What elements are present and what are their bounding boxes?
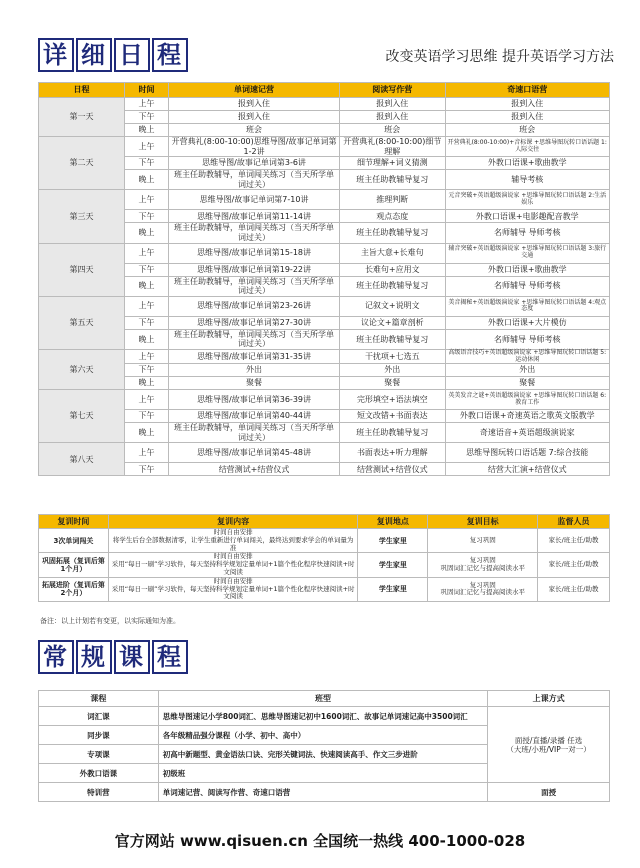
schedule-cell: 上午 bbox=[125, 390, 169, 410]
schedule-cell: 外教口语课+歌曲教学 bbox=[445, 263, 610, 276]
schedule-cell: 班主任助教辅导复习 bbox=[340, 170, 445, 190]
schedule-cell: 上午 bbox=[125, 137, 169, 157]
schedule-cell: 晚上 bbox=[125, 124, 169, 137]
column-header: 奇速口语营 bbox=[445, 83, 610, 98]
schedule-cell: 班主任助教辅导复习 bbox=[340, 223, 445, 243]
title-char: 详 bbox=[38, 38, 74, 72]
schedule-cell: 思维导图/故事记单词第3-6讲 bbox=[169, 157, 340, 170]
review-time: 巩固拓展（复训后第1个月） bbox=[39, 553, 109, 577]
table-row bbox=[39, 463, 610, 476]
title-char: 常 bbox=[38, 640, 74, 674]
schedule-cell: 报到入住 bbox=[340, 111, 445, 124]
schedule-cell: 思维导图/故事记单词第27-30讲 bbox=[169, 316, 340, 329]
schedule-cell: 下午 bbox=[125, 263, 169, 276]
day-label: 第六天 bbox=[39, 349, 125, 389]
schedule-table bbox=[38, 82, 610, 476]
schedule-cell: 下午 bbox=[125, 316, 169, 329]
table-row bbox=[39, 98, 610, 111]
table-row bbox=[39, 329, 610, 349]
course-class: 思维导图速记小学800词汇、思维导图速记初中1600词汇、故事记单词速记高中3500词汇 bbox=[158, 707, 487, 726]
schedule-cell: 外出 bbox=[445, 364, 610, 377]
schedule-cell: 聚餐 bbox=[169, 377, 340, 390]
day-label: 第七天 bbox=[39, 390, 125, 443]
schedule-cell: 外教口语课+奇速英语之歌英文版教学 bbox=[445, 410, 610, 423]
schedule-cell: 聚餐 bbox=[445, 377, 610, 390]
regular-table bbox=[38, 690, 610, 802]
review-goal-sub: 巩固词汇记忆与提高阅读水平 bbox=[440, 588, 525, 597]
column-header: 单词速记营 bbox=[169, 83, 340, 98]
column-header: 监督人员 bbox=[538, 515, 610, 529]
day-label: 第三天 bbox=[39, 190, 125, 243]
review-note: 备注：以上计划若有变更，以实际通知为准。 bbox=[40, 617, 180, 625]
schedule-cell: 辅音突破+英语超级演说家 +思维导图玩转口语话题 3:旅行交通 bbox=[445, 243, 610, 263]
review-content bbox=[108, 529, 358, 553]
review-content bbox=[108, 553, 358, 577]
column-header: 时间 bbox=[125, 83, 169, 98]
footer-contact: 官方网站 www.qisuen.cn 全国统一热线 400-1000-028 bbox=[114, 832, 526, 850]
schedule-cell: 报到入住 bbox=[169, 98, 340, 111]
table-row bbox=[39, 223, 610, 243]
schedule-cell: 下午 bbox=[125, 410, 169, 423]
review-content-text: 采用“每日一刷”学习软件，每天坚持科学规划定量单词+1篇个性化程序快速阅读+时文阅读 bbox=[111, 560, 355, 576]
course-name: 外教口语课 bbox=[39, 764, 159, 783]
column-header: 复训目标 bbox=[428, 515, 538, 529]
review-content-text: 采用“每日一刷”学习软件，每天坚持科学规划定量单词+1篇个性化程序快速阅读+时文阅读 bbox=[111, 584, 355, 601]
course-class: 单词速记营、阅读写作营、奇速口语营 bbox=[158, 783, 487, 802]
table-row bbox=[39, 137, 610, 157]
course-class: 初级班 bbox=[158, 764, 487, 783]
schedule-cell: 推理判断 bbox=[340, 190, 445, 210]
review-time: 3次单词闯关 bbox=[39, 529, 109, 553]
schedule-cell: 结营测试+结营仪式 bbox=[169, 463, 340, 476]
day-label: 第八天 bbox=[39, 443, 125, 476]
course-class: 各年级精品强分课程（小学、初中、高中） bbox=[158, 726, 487, 745]
table-row bbox=[39, 210, 610, 223]
table-row bbox=[39, 296, 610, 316]
column-header: 班型 bbox=[158, 691, 487, 707]
table-row bbox=[39, 707, 610, 726]
column-header: 复训时间 bbox=[39, 515, 109, 529]
table-row bbox=[39, 170, 610, 190]
course-name: 词汇课 bbox=[39, 707, 159, 726]
schedule-cell: 细节理解+词义猜测 bbox=[340, 157, 445, 170]
schedule-cell: 班主任助教辅导复习 bbox=[340, 423, 445, 443]
schedule-cell: 思维导图/故事记单词第36-39讲 bbox=[169, 390, 340, 410]
method-last: 面授 bbox=[488, 783, 610, 802]
schedule-cell: 班会 bbox=[445, 124, 610, 137]
review-content-title: 时间自由安排 bbox=[213, 528, 253, 536]
schedule-cell: 长难句+应用文 bbox=[340, 263, 445, 276]
schedule-title bbox=[38, 38, 190, 72]
table-row bbox=[39, 364, 610, 377]
table-row bbox=[39, 577, 610, 601]
day-label: 第四天 bbox=[39, 243, 125, 296]
schedule-cell: 结营测试+结营仪式 bbox=[340, 463, 445, 476]
course-name: 专项课 bbox=[39, 745, 159, 764]
table-row bbox=[39, 529, 610, 553]
course-class: 初高中新题型、黄金语法口诀、完形关键词法、快速阅读高手、作文三步进阶 bbox=[158, 745, 487, 764]
schedule-cell: 短文改错+书面表达 bbox=[340, 410, 445, 423]
table-row bbox=[39, 316, 610, 329]
schedule-cell: 晚上 bbox=[125, 377, 169, 390]
table-row bbox=[39, 111, 610, 124]
day-label: 第二天 bbox=[39, 137, 125, 190]
review-content-title: 时间自由安排 bbox=[213, 552, 253, 561]
schedule-cell: 外教口语课+歌曲教学 bbox=[445, 157, 610, 170]
schedule-cell: 名师辅导 导师考核 bbox=[445, 223, 610, 243]
schedule-cell: 报到入住 bbox=[169, 111, 340, 124]
schedule-cell: 班主任助教辅导复习 bbox=[340, 276, 445, 296]
schedule-cell: 高级语音技巧+英语超级演说家 +思维导图玩转口语话题 5:运动休闲 bbox=[445, 349, 610, 363]
schedule-cell: 奇速语音+英语超级演说家 bbox=[445, 423, 610, 443]
method-sub: （大班/小班/VIP一对一） bbox=[506, 744, 591, 754]
schedule-cell: 元音突破+英语超级演说家 +思维导图玩转口语话题 2:生活娱乐 bbox=[445, 190, 610, 210]
schedule-cell: 观点态度 bbox=[340, 210, 445, 223]
day-label: 第五天 bbox=[39, 296, 125, 349]
schedule-cell: 完形填空+语法填空 bbox=[340, 390, 445, 410]
course-method bbox=[488, 707, 610, 783]
schedule-cell: 思维导图/故事记单词第15-18讲 bbox=[169, 243, 340, 263]
column-header: 阅读写作营 bbox=[340, 83, 445, 98]
title-char: 日 bbox=[114, 38, 150, 72]
slogan: 改变英语学习思维 提升英语学习方法 bbox=[385, 49, 614, 65]
schedule-cell: 下午 bbox=[125, 364, 169, 377]
schedule-cell: 思维导图/故事记单词第11-14讲 bbox=[169, 210, 340, 223]
review-content-title: 时间自由安排 bbox=[213, 576, 253, 585]
schedule-cell: 班主任助教辅导复习 bbox=[340, 329, 445, 349]
schedule-cell: 议论文+篇章剖析 bbox=[340, 316, 445, 329]
review-goal-title: 复习巩固 bbox=[469, 580, 496, 589]
schedule-cell: 班主任助教辅导，单词闯关练习（当天所学单词过关） bbox=[169, 170, 340, 190]
review-time: 拓展进阶（复训后第2个月） bbox=[39, 577, 109, 601]
schedule-cell: 主旨大意+长难句 bbox=[340, 243, 445, 263]
review-supervisor: 家长/班主任/助教 bbox=[538, 553, 610, 577]
schedule-cell: 班主任助教辅导，单词闯关练习（当天所学单词过关） bbox=[169, 276, 340, 296]
schedule-cell: 思维导图玩转口语话题 7:综合技能 bbox=[445, 443, 610, 463]
table-row bbox=[39, 423, 610, 443]
review-content bbox=[108, 577, 358, 601]
schedule-cell: 思维导图/故事记单词第45-48讲 bbox=[169, 443, 340, 463]
schedule-cell: 干扰项+七选五 bbox=[340, 349, 445, 363]
table-row bbox=[39, 263, 610, 276]
column-header: 复训地点 bbox=[358, 515, 428, 529]
review-goal bbox=[428, 577, 538, 601]
schedule-cell: 报到入住 bbox=[340, 98, 445, 111]
schedule-cell: 下午 bbox=[125, 157, 169, 170]
course-name: 特训营 bbox=[39, 783, 159, 802]
schedule-cell: 上午 bbox=[125, 296, 169, 316]
schedule-cell: 开营典礼(8:00-10:00)细节理解 bbox=[340, 137, 445, 157]
schedule-cell: 晚上 bbox=[125, 329, 169, 349]
schedule-cell: 英美发音之谜+英语超级演说家 +思维导图玩转口语话题 6:教育工作 bbox=[445, 390, 610, 410]
table-row bbox=[39, 410, 610, 423]
review-goal-title: 复习巩固 bbox=[469, 535, 496, 544]
table-row bbox=[39, 553, 610, 577]
method-main: 面授/直播/录播 任选 bbox=[514, 735, 583, 745]
review-content-text: 将学生后台全部数据清零，让学生重新进行单词闯关，最终达到要求学会的单词量为准 bbox=[112, 535, 354, 552]
day-label: 第一天 bbox=[39, 98, 125, 137]
schedule-cell: 开营典礼(8:00-10:00)+音标课 +思维导图玩转口语话题 1:人际交往 bbox=[445, 137, 610, 157]
schedule-cell: 思维导图/故事记单词第31-35讲 bbox=[169, 349, 340, 363]
review-goal bbox=[428, 553, 538, 577]
schedule-cell: 名师辅导 导师考核 bbox=[445, 276, 610, 296]
table-row bbox=[39, 443, 610, 463]
title-char: 程 bbox=[152, 38, 188, 72]
schedule-cell: 下午 bbox=[125, 111, 169, 124]
schedule-cell: 书面表达+听力理解 bbox=[340, 443, 445, 463]
schedule-cell: 外出 bbox=[169, 364, 340, 377]
review-supervisor: 家长/班主任/助教 bbox=[538, 529, 610, 553]
schedule-cell: 上午 bbox=[125, 349, 169, 363]
schedule-cell: 思维导图/故事记单词第23-26讲 bbox=[169, 296, 340, 316]
table-row bbox=[39, 349, 610, 363]
schedule-cell: 晚上 bbox=[125, 170, 169, 190]
schedule-cell: 班会 bbox=[169, 124, 340, 137]
schedule-cell: 下午 bbox=[125, 210, 169, 223]
column-header: 上课方式 bbox=[488, 691, 610, 707]
table-row bbox=[39, 243, 610, 263]
table-row bbox=[39, 124, 610, 137]
schedule-cell: 上午 bbox=[125, 443, 169, 463]
schedule-cell: 开营典礼(8:00-10:00)思维导图/故事记单词第1-2讲 bbox=[169, 137, 340, 157]
schedule-cell: 思维导图/故事记单词第40-44讲 bbox=[169, 410, 340, 423]
regular-header bbox=[38, 640, 190, 674]
schedule-cell: 外出 bbox=[340, 364, 445, 377]
review-goal-sub: 巩固词汇记忆与提高阅读水平 bbox=[440, 564, 525, 573]
column-header: 日程 bbox=[39, 83, 125, 98]
regular-title bbox=[38, 640, 190, 674]
title-char: 规 bbox=[76, 640, 112, 674]
schedule-cell: 外教口语课+大片模仿 bbox=[445, 316, 610, 329]
schedule-cell: 班主任助教辅导，单词闯关练习（当天所学单词过关） bbox=[169, 423, 340, 443]
table-row bbox=[39, 157, 610, 170]
schedule-cell: 晚上 bbox=[125, 423, 169, 443]
table-row bbox=[39, 377, 610, 390]
title-char: 课 bbox=[114, 640, 150, 674]
schedule-cell: 思维导图/故事记单词第19-22讲 bbox=[169, 263, 340, 276]
review-goal-title: 复习巩固 bbox=[469, 556, 496, 565]
schedule-cell: 聚餐 bbox=[340, 377, 445, 390]
schedule-cell: 班主任助教辅导，单词闯关练习（当天所学单词过关） bbox=[169, 329, 340, 349]
schedule-cell: 下午 bbox=[125, 463, 169, 476]
schedule-cell: 结营大汇演+结营仪式 bbox=[445, 463, 610, 476]
schedule-cell: 报到入住 bbox=[445, 98, 610, 111]
column-header: 复训内容 bbox=[108, 515, 358, 529]
schedule-cell: 上午 bbox=[125, 98, 169, 111]
schedule-cell: 辅导考核 bbox=[445, 170, 610, 190]
schedule-cell: 外教口语课+电影趣配音教学 bbox=[445, 210, 610, 223]
table-row bbox=[39, 276, 610, 296]
review-table bbox=[38, 514, 610, 602]
review-goal bbox=[428, 529, 538, 553]
schedule-cell: 报到入住 bbox=[445, 111, 610, 124]
table-row bbox=[39, 390, 610, 410]
schedule-cell: 晚上 bbox=[125, 223, 169, 243]
table-row bbox=[39, 783, 610, 802]
title-char: 细 bbox=[76, 38, 112, 72]
schedule-cell: 名师辅导 导师考核 bbox=[445, 329, 610, 349]
review-place: 学生家里 bbox=[358, 577, 428, 601]
column-header: 课程 bbox=[39, 691, 159, 707]
schedule-cell: 晚上 bbox=[125, 276, 169, 296]
schedule-header bbox=[38, 38, 618, 72]
review-supervisor: 家长/班主任/助教 bbox=[538, 577, 610, 601]
title-char: 程 bbox=[152, 640, 188, 674]
schedule-cell: 美音揭秘+英语超级演说家 +思维导图玩转口语话题 4:观点态度 bbox=[445, 296, 610, 316]
schedule-cell: 班主任助教辅导，单词闯关练习（当天所学单词过关） bbox=[169, 223, 340, 243]
review-place: 学生家里 bbox=[358, 553, 428, 577]
schedule-cell: 上午 bbox=[125, 243, 169, 263]
schedule-cell: 班会 bbox=[340, 124, 445, 137]
table-row bbox=[39, 190, 610, 210]
course-name: 同步课 bbox=[39, 726, 159, 745]
schedule-cell: 记叙文+说明文 bbox=[340, 296, 445, 316]
schedule-cell: 思维导图/故事记单词第7-10讲 bbox=[169, 190, 340, 210]
schedule-cell: 上午 bbox=[125, 190, 169, 210]
review-place: 学生家里 bbox=[358, 529, 428, 553]
